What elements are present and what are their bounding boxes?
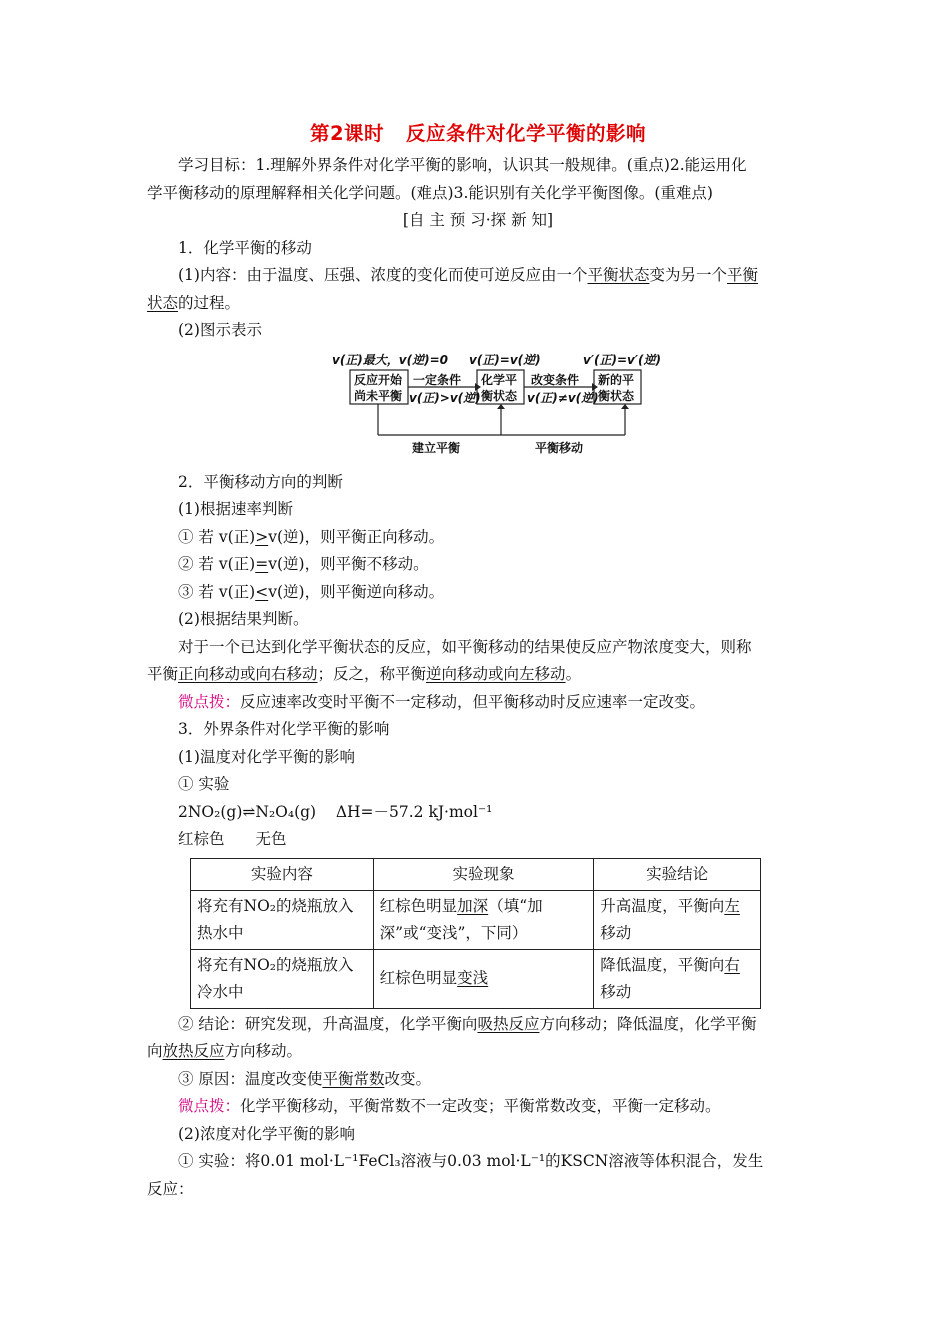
table-cell: 降低温度，平衡向右移动 <box>594 949 761 1008</box>
blank-answer: = <box>255 555 269 573</box>
s2-result-heading: (2)根据结果判断。 <box>178 610 309 628</box>
s2-rule-3: ③ 若 v(正)<v(逆)，则平衡逆向移动。 <box>178 582 445 601</box>
s3-concentration-exp-line1: ① 实验：将0.01 mol·L⁻¹FeCl₃溶液与0.03 mol·L⁻¹的KSCN溶液等体积混合，发生 <box>178 1152 764 1170</box>
rate-label-2: v(正)≠v(逆) <box>527 390 599 405</box>
color-labels: 红棕色 无色 <box>178 830 287 848</box>
bottom-label-shift: 平衡移动 <box>535 440 584 455</box>
s2-heading: 2．平衡移动方向的判断 <box>178 472 343 491</box>
blank-answer: 放热反应 <box>162 1042 225 1060</box>
experiment-table <box>190 858 761 1009</box>
bottom-label-establish: 建立平衡 <box>412 440 461 455</box>
reaction-equation: 2NO₂(g)⇌N₂O₄(g) ΔH=－57.2 kJ·mol⁻¹ <box>178 802 493 821</box>
tip-label: 微点拨： <box>178 1097 241 1115</box>
tip-label: 微点拨： <box>178 692 241 711</box>
s2-result-line1: 对于一个已达到化学平衡状态的反应，如平衡移动的结果使反应产物浓度变大，则称 <box>178 637 752 656</box>
blank-answer: 变浅 <box>457 969 489 987</box>
s3-experiment-label: ① 实验 <box>178 775 230 793</box>
table-cell: 升高温度，平衡向左移动 <box>594 890 761 949</box>
blank-answer: 逆向移动或向左移动 <box>426 665 566 683</box>
s1-content-line1: (1)内容：由于温度、压强、浓度的变化而使可逆反应由一个平衡状态变为另一个平衡 <box>178 266 759 284</box>
equilibrium-arrow-icon: ⇌ <box>242 802 256 821</box>
box-equilibrium-line1: 化学平 <box>481 372 518 387</box>
table-header: 实验现象 <box>373 858 594 890</box>
table-cell: 将充有NO₂的烧瓶放入冷水中 <box>191 949 374 1008</box>
s1-diagram-label: (2)图示表示 <box>178 321 262 339</box>
box-new-equilibrium-line1: 新的平 <box>598 372 635 387</box>
equilibrium-shift-diagram <box>147 349 809 461</box>
objectives-line1: 学习目标：1.理解外界条件对化学平衡的影响，认识其一般规律。(重点)2.能运用化 <box>178 156 747 174</box>
lesson-number: 第2课时 <box>309 122 385 145</box>
arrow-head <box>497 404 505 409</box>
table-row <box>191 949 761 1008</box>
blank-answer: 平衡常数 <box>322 1069 385 1088</box>
condition-label-2: 改变条件 <box>531 372 580 387</box>
s3-conclusion-line1: ② 结论：研究发现，升高温度，化学平衡向吸热反应方向移动；降低温度，化学平衡 <box>178 1014 757 1033</box>
box-equilibrium-line2: 衡状态 <box>481 388 518 403</box>
diagram-top-label-2: v(正)=v(逆) <box>469 352 541 367</box>
s2-rule-1: ① 若 v(正)>v(逆)，则平衡正向移动。 <box>178 527 445 546</box>
blank-answer: 右 <box>724 955 740 974</box>
diagram-top-label-3: v′(正)=v′(逆) <box>583 352 661 367</box>
blank-answer: 加深 <box>457 896 489 915</box>
s3-temperature-heading: (1)温度对化学平衡的影响 <box>178 747 355 766</box>
box-new-equilibrium-line2: 衡状态 <box>598 388 635 403</box>
s3-heading: 3．外界条件对化学平衡的影响 <box>178 720 390 738</box>
document-page <box>147 118 809 1203</box>
table-cell: 红棕色明显加深（填“加深”或“变浅”，下同） <box>373 890 594 949</box>
table-header-row <box>191 858 761 890</box>
s3-tip: 微点拨：化学平衡移动，平衡常数不一定改变；平衡常数改变，平衡一定移动。 <box>178 1097 721 1115</box>
table-header: 实验内容 <box>191 858 374 890</box>
page-title <box>147 118 809 146</box>
diagram-top-label-1: v(正)最大，v(逆)=0 <box>332 352 448 367</box>
blank-answer: 正向移动或向右移动 <box>178 665 318 683</box>
table-cell: 红棕色明显变浅 <box>373 949 594 1008</box>
box-start-line1: 反应开始 <box>354 372 403 387</box>
s3-concentration-exp-line2: 反应： <box>147 1179 194 1198</box>
s2-rate-heading: (1)根据速率判断 <box>178 500 293 518</box>
s3-reason: ③ 原因：温度改变使平衡常数改变。 <box>178 1069 431 1088</box>
s2-rule-2: ② 若 v(正)=v(逆)，则平衡不移动。 <box>178 555 429 573</box>
table-row <box>191 890 761 949</box>
lesson-topic: 反应条件对化学平衡的影响 <box>406 122 647 145</box>
blank-answer: 吸热反应 <box>477 1014 540 1033</box>
objectives-line2: 学平衡移动的原理解释相关化学问题。(难点)3.能识别有关化学平衡图像。(重难点) <box>147 183 713 202</box>
s3-conclusion-line2: 向放热反应方向移动。 <box>147 1042 303 1060</box>
table-cell: 将充有NO₂的烧瓶放入热水中 <box>191 890 374 949</box>
s1-heading: 1．化学平衡的移动 <box>178 238 312 257</box>
section-banner: [自 主 预 习·探 新 知] <box>402 211 554 229</box>
blank-answer: 左 <box>724 896 740 915</box>
blank-answer: 状态 <box>147 293 179 312</box>
rate-label-1: v(正)>v(逆) <box>409 390 481 405</box>
arrow-head <box>621 404 629 409</box>
box-start-line2: 尚未平衡 <box>354 388 403 403</box>
s2-tip: 微点拨：反应速率改变时平衡不一定移动，但平衡移动时反应速率一定改变。 <box>178 692 706 711</box>
blank-answer: > <box>255 527 269 546</box>
condition-label-1: 一定条件 <box>413 372 462 387</box>
blank-answer: 平衡状态 <box>587 266 650 284</box>
s1-content-line2: 状态的过程。 <box>147 293 241 312</box>
table-header: 实验结论 <box>594 858 761 890</box>
blank-answer: < <box>255 582 269 601</box>
s3-concentration-heading: (2)浓度对化学平衡的影响 <box>178 1124 355 1143</box>
blank-answer: 平衡 <box>727 266 759 284</box>
s2-result-line2: 平衡正向移动或向右移动；反之，称平衡逆向移动或向左移动。 <box>147 665 582 683</box>
